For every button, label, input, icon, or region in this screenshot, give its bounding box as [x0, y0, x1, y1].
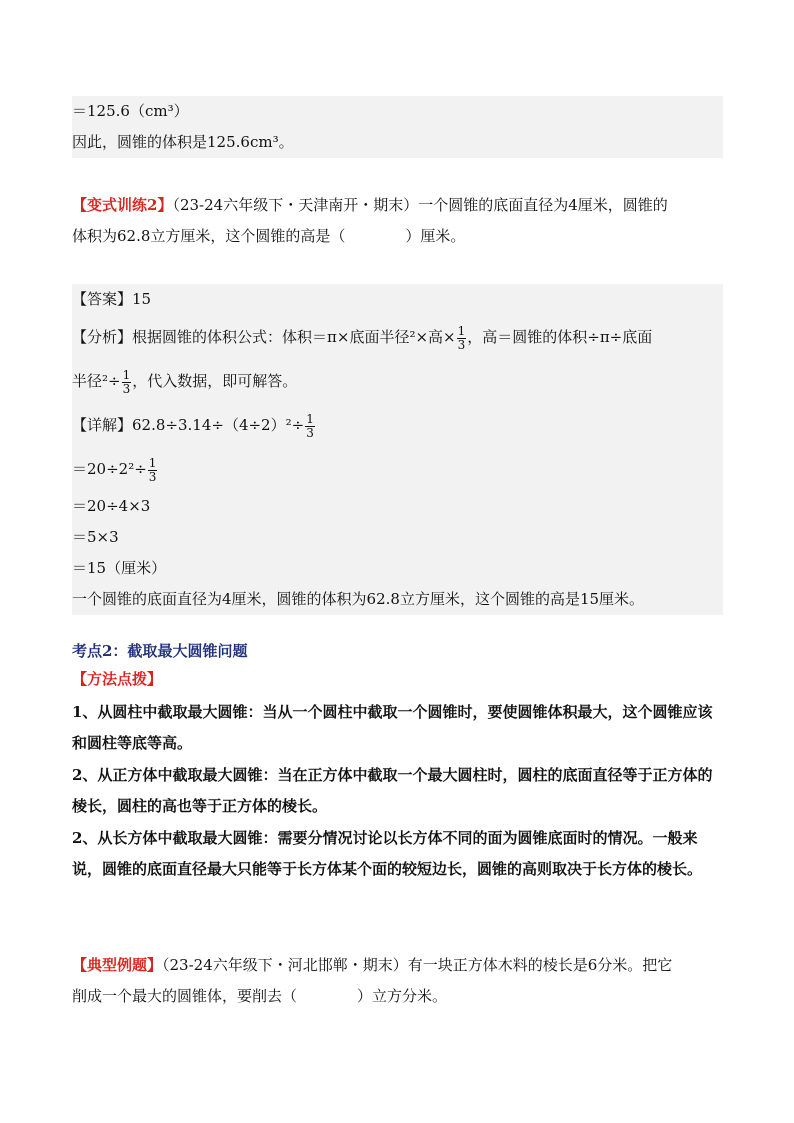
method-item-3: 2、从长方体中截取最大圆锥：需要分情况讨论以长方体不同的面为圆锥底面时的情况。一般来说，圆锥的底面直径最大只能等于长方体某个面的较短边长，圆锥的高则取决于长方体的棱长。: [72, 829, 703, 878]
variant-text-c: ）厘米。: [405, 227, 466, 245]
analysis-text-c: 半径²÷: [72, 372, 121, 390]
analysis-label: 【分析】: [72, 328, 133, 346]
variant-text-b: 体积为62.8立方厘米，这个圆锥的高是（: [72, 227, 346, 245]
fraction-one-third: $\frac{1}{3}$: [122, 367, 131, 396]
fraction-one-third: $\frac{1}{3}$: [457, 323, 466, 352]
example-text-b: 削成一个最大的圆锥体，要削去（: [72, 987, 298, 1005]
method-item-2: 2、从正方体中截取最大圆锥：当在正方体中截取一个最大圆柱时，圆柱的底面直径等于正方体的棱长，圆柱的高也等于正方体的棱长。: [72, 766, 713, 815]
fraction-one-third: $\frac{1}{3}$: [148, 455, 157, 484]
method-tag: 【方法点拨】: [72, 670, 163, 688]
step-line-1: ＝20÷2²÷ $\frac{1}{3}$: [72, 455, 157, 484]
analysis-text-b: ，高＝圆锥的体积÷π÷底面: [467, 328, 653, 346]
detail-label: 【详解】: [72, 416, 133, 434]
calc-line: ＝125.6（cm³）: [72, 102, 189, 120]
kaodian-title: 考点2：截取最大圆锥问题: [72, 642, 248, 660]
example-text-a: （23-24六年级下・河北邯郸・期末）有一块正方体木料的棱长是6分米。把它: [162, 956, 673, 974]
variant-tag: 【变式训练2】: [72, 196, 173, 214]
analysis-text-a: 根据圆锥的体积公式：体积＝π×底面半径²×高×: [132, 328, 456, 346]
step-line-4: ＝15（厘米）: [72, 559, 167, 577]
example-text-c: ）立方分米。: [357, 987, 448, 1005]
analysis-line-2: [72, 359, 723, 403]
detail-text: 62.8÷3.14÷（4÷2）²÷: [132, 416, 305, 434]
conclusion-line: 一个圆锥的底面直径为4厘米，圆锥的体积为62.8立方厘米，这个圆锥的高是15厘米。: [72, 590, 645, 608]
analysis-text-d: ，代入数据，即可解答。: [132, 372, 298, 390]
method-item-1: 1、从圆柱中截取最大圆锥：当从一个圆柱中截取一个圆锥时，要使圆锥体积最大，这个圆锥应该和圆柱等底等高。: [72, 703, 713, 752]
fraction-one-third: $\frac{1}{3}$: [306, 411, 314, 440]
example-question: [72, 950, 723, 1012]
answer-label: 【答案】: [72, 290, 133, 308]
variant-question: [72, 190, 723, 252]
answer-value: 15: [132, 290, 152, 308]
variant-text-a: （23-24六年级下・天津南开・期末）一个圆锥的底面直径为4厘米，圆锥的: [172, 196, 668, 214]
analysis-line-1: [72, 315, 723, 359]
result-line: 因此，圆锥的体积是125.6cm³。: [72, 133, 294, 151]
step-line-3: ＝5×3: [72, 528, 119, 546]
kaodian-section: [72, 637, 723, 885]
step-line-2: ＝20÷4×3: [72, 497, 151, 515]
example-tag: 【典型例题】: [72, 956, 163, 974]
solution-tail-box: [72, 96, 723, 158]
detail-line: [72, 403, 723, 447]
answer-box: [72, 284, 723, 615]
